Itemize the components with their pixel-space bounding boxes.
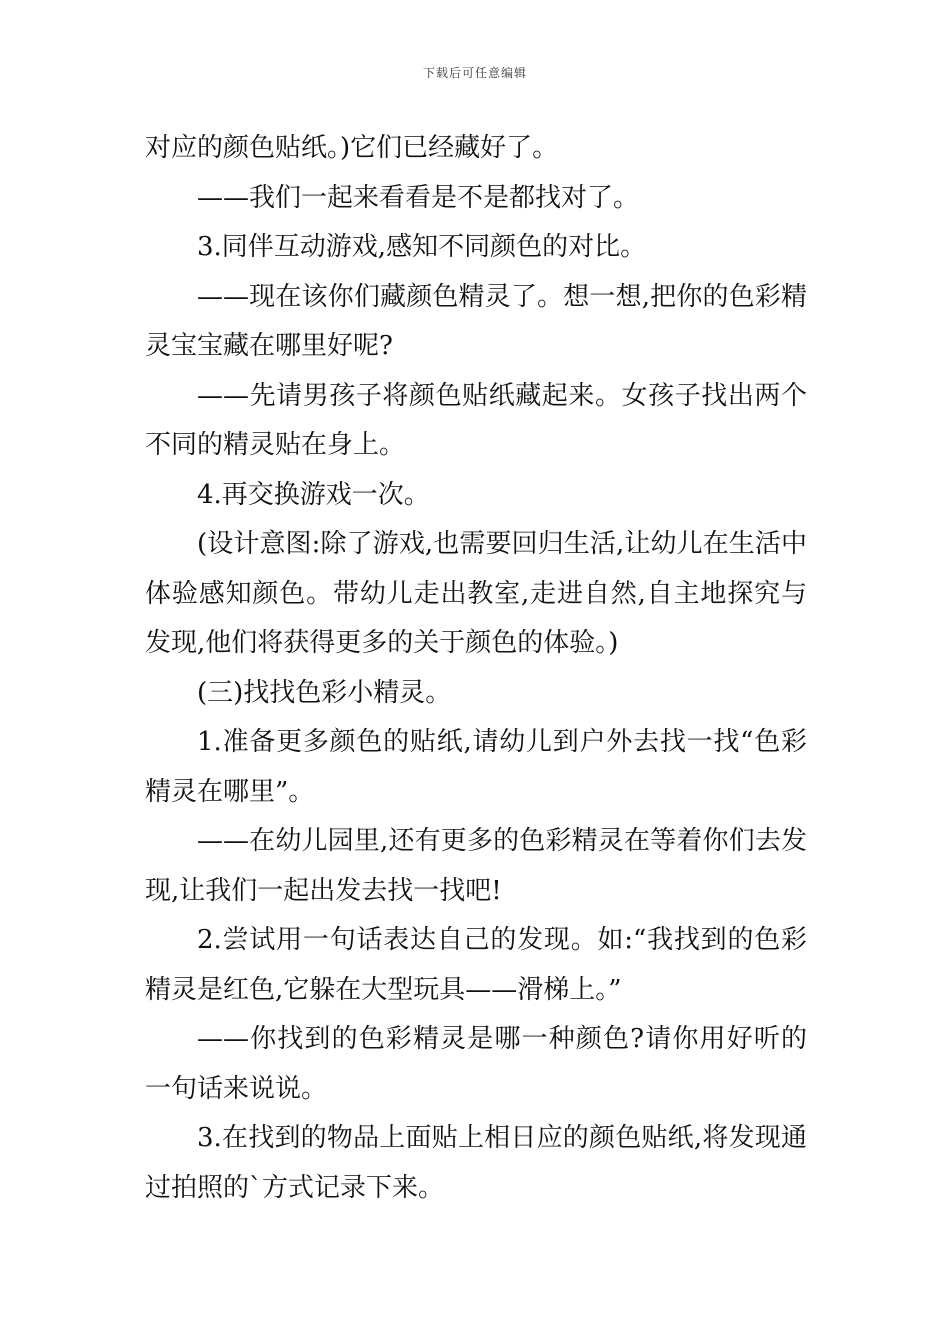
paragraph-6: 4.再交换游戏一次。 (197, 479, 430, 510)
paragraph-8: (三)找找色彩小精灵。 (197, 677, 452, 708)
paragraph-1: 对应的颜色贴纸。)它们已经藏好了。 (145, 133, 559, 163)
paragraph-13: 3.在找到的物品上面贴上相日应的颜色贴纸,将发现通过拍照的`方式记录下来。 (145, 1123, 807, 1203)
page-header: 下载后可任意编辑 (422, 66, 527, 80)
paragraph-2: ——我们一起来看看是不是都找对了。 (197, 182, 640, 213)
paragraph-12: ——你找到的色彩精灵是哪一种颜色?请你用好听的一句话来说说。 (145, 1024, 807, 1104)
paragraph-11: 2.尝试用一句话表达自己的发现。如:“我找到的色彩精灵是红色,它躲在大型玩具——滑梯上。” (145, 925, 807, 1005)
paragraph-5: ——先请男孩子将颜色贴纸藏起来。女孩子找出两个不同的精灵贴在身上。 (145, 380, 807, 460)
paragraph-3: 3.同伴互动游戏,感知不同颜色的对比。 (197, 232, 647, 262)
paragraph-4: ——现在该你们藏颜色精灵了。想一想,把你的色彩精灵宝宝藏在哪里好呢? (145, 281, 807, 361)
paragraph-9: 1.准备更多颜色的贴纸,请幼儿到户外去找一找“色彩精灵在哪里”。 (145, 727, 807, 807)
document-body (145, 124, 807, 1213)
paragraph-7: (设计意图:除了游戏,也需要回归生活,让幼儿在生活中体验感知颜色。带幼儿走出教室,走进自然,自主地探究与发现,他们将获得更多的关于颜色的体验。) (145, 529, 807, 658)
paragraph-10: ——在幼儿园里,还有更多的色彩精灵在等着你们去发现,让我们一起出发去找一找吧! (145, 826, 807, 906)
